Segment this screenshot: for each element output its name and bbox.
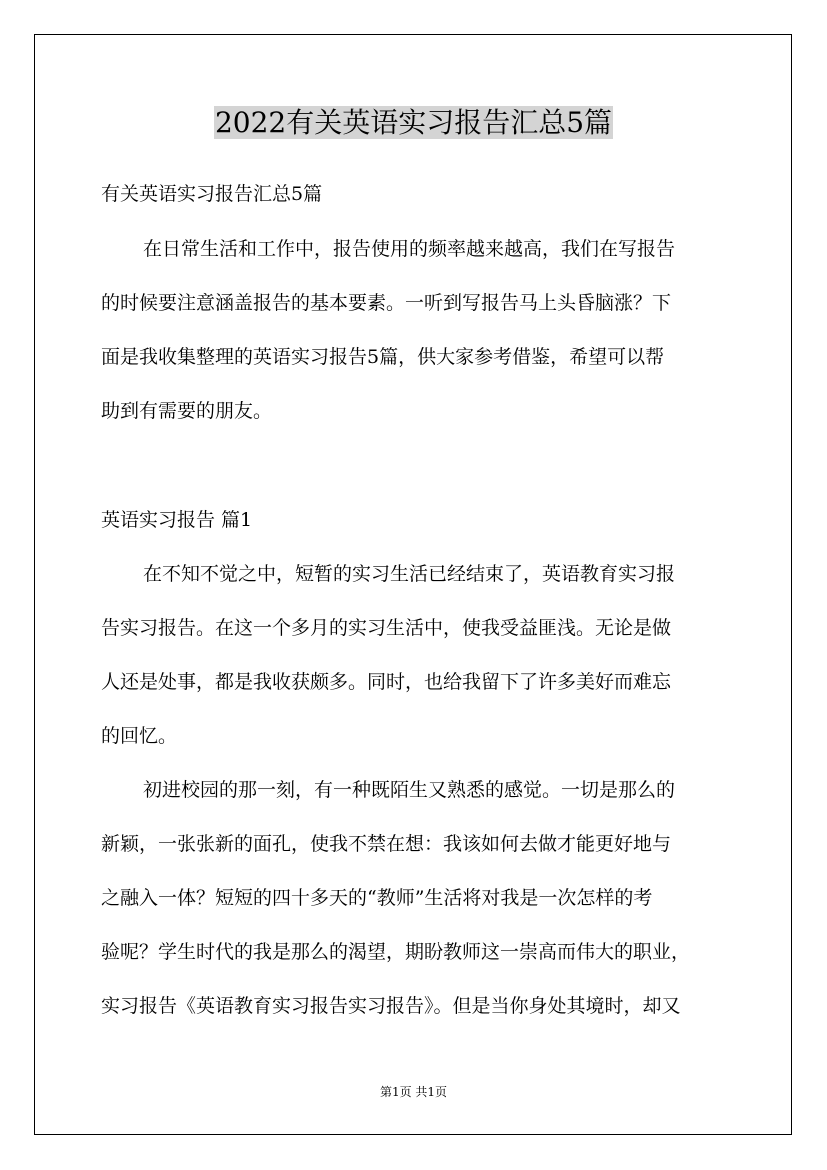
paragraph-line: 的回忆。 — [101, 725, 178, 747]
paragraph-line: 在日常生活和工作中，报告使用的频率越来越高，我们在写报告 — [143, 238, 676, 260]
paragraph-line: 面是我收集整理的英语实习报告5篇，供大家参考借鉴，希望可以帮 — [101, 346, 665, 368]
section-heading: 英语实习报告 篇1 — [101, 509, 253, 531]
document-title-text: 2022有关英语实习报告汇总5篇 — [214, 106, 613, 139]
paragraph-line: 之融入一体？短短的四十多天的“教师”生活将对我是一次怎样的考 — [101, 887, 653, 909]
paragraph-line: 在不知不觉之中，短暂的实习生活已经结束了，英语教育实习报 — [143, 563, 676, 585]
document-title — [0, 104, 827, 142]
paragraph-line: 新颖，一张张新的面孔，使我不禁在想：我该如何去做才能更好地与 — [101, 833, 672, 855]
paragraph-line: 人还是处事，都是我收获颇多。同时，也给我留下了许多美好而难忘 — [101, 671, 672, 693]
paragraph-line: 初进校园的那一刻，有一种既陌生又熟悉的感觉。一切是那么的 — [143, 779, 676, 801]
paragraph-line: 助到有需要的朋友。 — [101, 400, 273, 422]
subtitle-line: 有关英语实习报告汇总5篇 — [101, 183, 323, 205]
paragraph-line: 实习报告《英语教育实习报告实习报告》。但是当你身处其境时，却又 — [101, 995, 681, 1017]
paragraph-line: 的时候要注意涵盖报告的基本要素。一听到写报告马上头昏脑涨？下 — [101, 292, 672, 314]
page-footer: 第1页 共1页 — [379, 1085, 448, 1099]
paragraph-line: 验呢？学生时代的我是那么的渴望，期盼教师这一崇高而伟大的职业， — [101, 941, 691, 963]
paragraph-line: 告实习报告。在这一个多月的实习生活中，使我受益匪浅。无论是做 — [101, 617, 672, 639]
